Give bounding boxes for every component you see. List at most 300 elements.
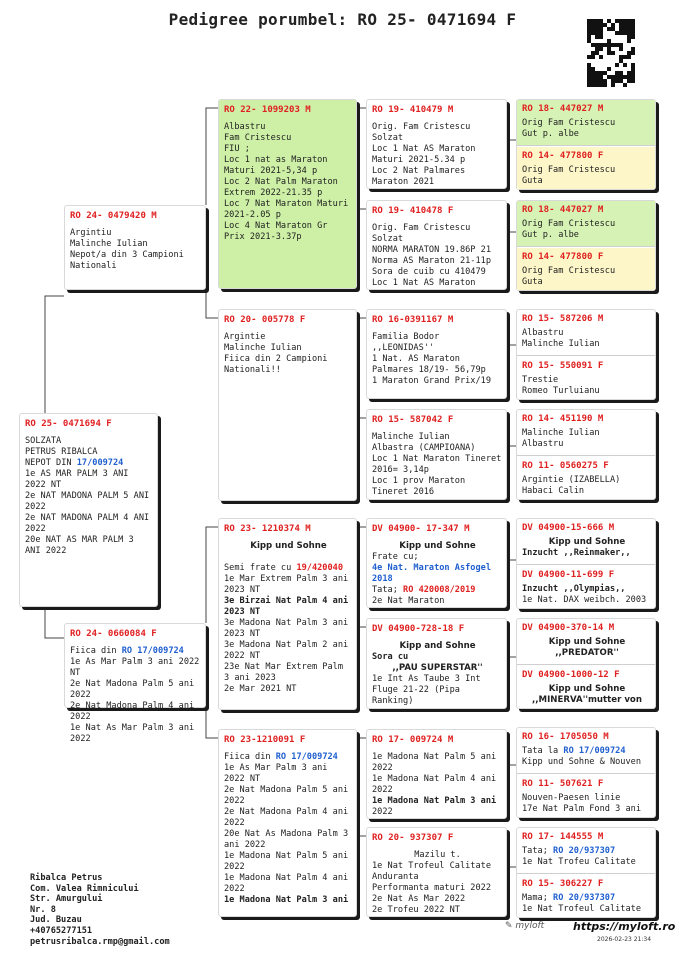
detail-line xyxy=(224,563,353,574)
detail-line xyxy=(522,176,652,187)
detail-line xyxy=(224,343,353,354)
detail-line xyxy=(522,277,652,288)
gggp-card-4[interactable] xyxy=(517,248,655,290)
detail-line xyxy=(372,641,503,652)
detail-line xyxy=(522,475,652,486)
gggp-stack-6 xyxy=(516,618,656,709)
detail-line xyxy=(372,343,503,354)
detail-line xyxy=(522,584,652,595)
detail-line xyxy=(372,552,503,563)
detail-text: Malinche Iulian xyxy=(224,343,302,353)
detail-text: Orig Fam Cristescu xyxy=(522,118,616,128)
detail-line xyxy=(522,695,652,706)
detail-text: 1e Nat Trofeul Calitate Anduranta xyxy=(372,861,497,882)
grandsire-maternal-card[interactable] xyxy=(218,518,357,710)
gggp-card-15[interactable] xyxy=(517,828,655,874)
grandsire-paternal-card[interactable] xyxy=(218,99,357,289)
detail-line xyxy=(372,861,503,883)
detail-line xyxy=(522,846,652,857)
detail-line xyxy=(372,774,503,796)
detail-line xyxy=(25,513,154,535)
ring-number: RO 14- 477800 F xyxy=(522,151,604,161)
detail-text: Fiica din 2 Campioni Nationali!! xyxy=(224,354,333,375)
detail-text: 1e Madona Nat Palm 3 ani xyxy=(372,796,497,806)
ring-reference[interactable]: RO 420008/2019 xyxy=(403,585,476,595)
detail-line xyxy=(224,752,353,763)
detail-text: Mama; xyxy=(522,893,554,903)
gggp-card-1[interactable] xyxy=(517,100,655,146)
detail-text: Sora de cuib cu 410479 xyxy=(372,267,486,277)
detail-text xyxy=(224,552,229,562)
ggp-card-5[interactable] xyxy=(366,518,507,608)
detail-text: Loc 1 Nat Maraton Tineret 2016= 3,14p xyxy=(372,454,507,475)
detail-text: Orig Fam Cristescu xyxy=(522,266,616,276)
detail-text: Kipp und Sohne & Nouven xyxy=(522,757,641,767)
ring-number: DV 04900-11-699 F xyxy=(522,570,615,580)
detail-text: Argintie (IZABELLA) xyxy=(522,475,621,485)
detail-text: 1e Nat As Mar Palm 3 ani 2022 xyxy=(70,723,200,744)
detail-text: Loc 1 nat as Maraton Maturi 2021-5,34 p xyxy=(224,155,333,176)
ring-number: RO 18- 447027 M xyxy=(522,205,604,215)
detail-line xyxy=(372,894,503,905)
detail-text: 1e As Mar Palm 3 ani 2022 NT xyxy=(224,763,333,784)
detail-text: 2e Nat Madona Palm 4 ani 2022 xyxy=(70,701,200,722)
ring-link[interactable]: RO 17/009724 xyxy=(121,646,184,656)
detail-line xyxy=(372,596,503,607)
owner-line: Str. Amurgului xyxy=(30,894,103,905)
detail-text: 1e Madona Nat Palm 4 ani 2022 xyxy=(372,774,502,795)
detail-line xyxy=(522,219,652,230)
detail-line xyxy=(522,439,652,450)
detail-line xyxy=(522,684,652,695)
detail-text: Loc 7 Nat Maraton Maturi 2021-2.05 p xyxy=(224,199,354,220)
gggp-stack-8 xyxy=(516,827,656,918)
ggp-card-7[interactable] xyxy=(366,729,507,819)
owner-line: Nr. 8 xyxy=(30,904,56,915)
detail-text: Loc 1 Nat AS Maraton xyxy=(372,278,476,288)
detail-line xyxy=(372,267,503,278)
detail-line xyxy=(522,328,652,339)
detail-line xyxy=(70,701,202,723)
detail-line xyxy=(70,679,202,701)
detail-text: 20e NAT AS MAR PALM 3 ANI 2022 xyxy=(25,535,139,556)
ring-link[interactable]: RO 17/009724 xyxy=(563,746,626,756)
detail-line xyxy=(224,785,353,807)
detail-line xyxy=(70,723,202,745)
detail-text: Orig Fam Cristescu xyxy=(522,165,616,175)
owner-line: Com. Valea Rimnicului xyxy=(30,883,139,894)
ggp-card-4[interactable] xyxy=(366,409,507,500)
detail-text: 1e Nat Trofeu Calitate xyxy=(522,857,636,867)
gggp-card-6[interactable] xyxy=(517,357,655,399)
detail-text: Orig Fam Cristescu xyxy=(522,219,616,229)
ring-number: RO 15- 306227 F xyxy=(522,879,604,889)
detail-line xyxy=(522,904,652,915)
detail-line xyxy=(522,428,652,439)
detail-line xyxy=(372,563,503,585)
detail-text: ,,MINERVA''mutter von xyxy=(532,695,642,705)
detail-text: Fam Cristescu xyxy=(224,133,292,143)
detail-line xyxy=(372,905,503,916)
detail-text: Loc 1 Nat AS Maraton Maturi 2021-5.34 p xyxy=(372,144,481,165)
detail-text: 3e Birzai Nat Palm 4 ani 2023 NT xyxy=(224,596,354,617)
ring-number: RO 14- 477800 F xyxy=(522,252,604,262)
ring-number: RO 19- 410479 M xyxy=(372,105,454,115)
ring-number: RO 11- 0560275 F xyxy=(522,461,609,471)
ring-number: RO 15- 587042 F xyxy=(372,415,454,425)
ring-number: RO 17- 009724 M xyxy=(372,735,454,745)
detail-text: Loc 2 Nat Palm Maraton Extrem 2022-21.35 p xyxy=(224,177,344,198)
gggp-stack-2 xyxy=(516,200,656,291)
detail-line xyxy=(372,223,503,234)
detail-line xyxy=(372,674,503,707)
detail-text: Kipp und Sohne xyxy=(399,541,476,551)
ring-number: RO 17- 144555 M xyxy=(522,832,604,842)
site-link[interactable]: https://myloft.ro xyxy=(573,920,676,933)
detail-text: Loc 2 Nat Palmares Maraton 2021 xyxy=(372,166,471,187)
gggp-card-11[interactable] xyxy=(517,619,655,665)
detail-line xyxy=(70,228,202,239)
detail-line xyxy=(224,763,353,785)
ggp-card-8[interactable] xyxy=(366,827,507,917)
detail-line xyxy=(522,857,652,868)
detail-line xyxy=(224,354,353,376)
ring-link[interactable]: RO 17/009724 xyxy=(275,752,338,762)
detail-line xyxy=(224,895,353,906)
detail-line xyxy=(224,851,353,873)
detail-text: 1 Nat. AS Maraton Palmares 18/19- 56,79p xyxy=(372,354,486,375)
detail-text: 1e AS MAR PALM 3 ANI 2022 NT xyxy=(25,469,134,490)
detail-line xyxy=(522,486,652,497)
gggp-card-3[interactable] xyxy=(517,201,655,247)
detail-text: Kipp und Sohne xyxy=(548,684,626,694)
detail-text: 1e Madona Nat Palm 4 ani 2022 xyxy=(224,873,354,894)
detail-line xyxy=(70,646,202,657)
detail-text: 1e Int As Taube 3 Int Fluge 21-22 (Pipa Ranking) xyxy=(372,674,486,706)
detail-line xyxy=(25,447,154,458)
detail-text: Gut p. albe xyxy=(522,129,579,139)
detail-text: FIU ; xyxy=(224,144,250,154)
detail-line xyxy=(372,585,503,596)
detail-line xyxy=(372,663,503,674)
detail-text: Trestie xyxy=(522,375,559,385)
detail-line xyxy=(522,648,652,659)
gggp-card-14[interactable] xyxy=(517,775,655,817)
detail-line xyxy=(224,199,353,221)
detail-text: Albastru xyxy=(224,122,266,132)
myloft-logo: ✎ myloft xyxy=(505,921,545,931)
owner-line: petrusribalca.rmp@gmail.com xyxy=(30,936,170,947)
detail-text: ,,PAU SUPERSTAR'' xyxy=(392,663,483,673)
detail-line xyxy=(372,332,503,343)
owner-line: Ribalca Petrus xyxy=(30,873,103,883)
detail-line xyxy=(522,230,652,241)
gggp-stack-3 xyxy=(516,309,656,400)
detail-text: 2e Mar 2021 NT xyxy=(224,684,297,694)
detail-line xyxy=(372,454,507,476)
detail-text: Kipp and Sohne xyxy=(399,641,476,651)
detail-text: Malinche Iulian xyxy=(522,428,600,438)
detail-text: Guta xyxy=(522,176,543,186)
detail-line xyxy=(522,118,652,129)
detail-line xyxy=(522,893,652,904)
detail-line xyxy=(224,155,353,177)
detail-line xyxy=(224,873,353,895)
detail-line xyxy=(224,662,353,684)
detail-text: 1e Mar Extrem Palm 3 ani 2023 NT xyxy=(224,574,354,595)
detail-line xyxy=(372,133,503,144)
ring-number: RO 11- 507621 F xyxy=(522,779,604,789)
gggp-stack-7 xyxy=(516,727,656,818)
sire-card[interactable] xyxy=(64,205,206,290)
gggp-stack-4 xyxy=(516,409,656,500)
detail-line xyxy=(372,354,503,376)
subject-pigeon-card[interactable] xyxy=(19,413,158,607)
detail-line xyxy=(224,618,353,640)
detail-line xyxy=(224,332,353,343)
detail-text: Kipp und Sohne xyxy=(250,541,327,551)
detail-line xyxy=(224,541,353,552)
detail-line xyxy=(70,657,205,679)
detail-text: Loc 4 Nat Maraton Gr Prix 2021-3.37p xyxy=(224,221,333,242)
detail-line xyxy=(522,637,652,648)
detail-line xyxy=(372,166,503,188)
ring-number: RO 22- 1099203 M xyxy=(224,105,311,115)
detail-line xyxy=(522,375,652,386)
detail-text: 2e NAT MADONA PALM 4 ANI 2022 xyxy=(25,513,155,534)
gggp-card-10[interactable] xyxy=(517,566,655,608)
detail-text: 2e Nat As Mar 2022 xyxy=(372,894,466,904)
detail-text: Tata la xyxy=(522,746,564,756)
granddam-maternal-card[interactable] xyxy=(218,729,357,917)
detail-text: Fiica din xyxy=(224,752,276,762)
detail-text: 1e Madona Nat Palm 5 ani 2022 xyxy=(372,752,502,773)
dam-card[interactable] xyxy=(64,623,206,744)
detail-text: ,,PREDATOR'' xyxy=(555,648,619,658)
detail-text: PETRUS RIBALCA xyxy=(25,447,98,457)
detail-text: Solzat xyxy=(372,234,404,244)
detail-text: Nouven-Paesen linie xyxy=(522,793,621,803)
detail-line xyxy=(224,596,353,618)
ring-number: RO 18- 447027 M xyxy=(522,104,604,114)
ring-number: RO 20- 005778 F xyxy=(224,315,306,325)
detail-text: Solzat xyxy=(372,133,404,143)
detail-text: Norma AS Maraton 21-11p xyxy=(372,256,491,266)
detail-line xyxy=(224,144,353,155)
detail-text: 3e Madona Nat Palm 2 ani 2022 NT xyxy=(224,640,354,661)
detail-line xyxy=(372,796,503,807)
detail-line xyxy=(522,548,652,559)
detail-line xyxy=(224,552,353,563)
detail-text: Semi frate cu xyxy=(224,563,297,573)
detail-line xyxy=(25,469,154,491)
detail-line xyxy=(522,746,652,757)
detail-line xyxy=(25,436,154,447)
detail-text: NORMA MARATON 19.86P 21 xyxy=(372,245,491,255)
detail-text: 1e As Mar Palm 3 ani 2022 NT xyxy=(70,657,205,678)
gggp-stack-5 xyxy=(516,518,656,609)
detail-line xyxy=(25,535,154,557)
gggp-card-13[interactable] xyxy=(517,728,655,774)
ring-link[interactable]: RO 20/937307 xyxy=(553,893,616,903)
detail-text: 2e NAT MADONA PALM 5 ANI 2022 xyxy=(25,491,155,512)
ring-number: RO 19- 410478 F xyxy=(372,206,454,216)
detail-text: Frate cu; xyxy=(372,552,419,562)
detail-line xyxy=(224,640,353,662)
detail-text: Gut p. albe xyxy=(522,230,579,240)
detail-text: Loc 1 prov Maraton Tineret 2016 xyxy=(372,476,471,497)
detail-text: 1 Maraton Grand Prix/19 xyxy=(372,376,491,386)
ring-number: DV 04900-1000-12 F xyxy=(522,670,620,680)
detail-text: Tata; xyxy=(372,585,404,595)
detail-line xyxy=(522,793,652,804)
detail-text: 1e Madona Nat Palm 3 ani xyxy=(224,895,349,905)
detail-line xyxy=(522,165,652,176)
detail-line xyxy=(522,804,652,815)
owner-line: +40765277151 xyxy=(30,925,93,936)
ring-reference[interactable]: 19/420040 xyxy=(296,563,344,573)
owner-line: Jud. Buzau xyxy=(30,915,82,926)
detail-text: 2e Nat Madona Palm 5 ani 2022 xyxy=(224,785,354,806)
detail-line xyxy=(522,129,652,140)
detail-text: 2022 xyxy=(372,807,393,817)
detail-text: 2e Trofeu 2022 NT xyxy=(372,905,460,915)
detail-line xyxy=(522,339,652,350)
gggp-stack-1 xyxy=(516,99,656,190)
detail-text: Inzucht ,,Olympias,, xyxy=(522,584,626,594)
detail-line xyxy=(372,278,503,289)
detail-line xyxy=(372,807,503,818)
detail-text: Habaci Calin xyxy=(522,486,585,496)
detail-text: 1e Nat Trofeul Calitate xyxy=(522,904,641,914)
detail-text: Argintie xyxy=(224,332,266,342)
ggp-card-6[interactable] xyxy=(366,618,507,709)
ring-number: DV 04900-15-666 M xyxy=(522,523,615,533)
ring-number: RO 16- 1705050 M xyxy=(522,732,609,742)
detail-text: Nepot/a din 3 Campioni Nationali xyxy=(70,250,190,271)
detail-text: Mazilu t. xyxy=(414,850,461,860)
detail-line xyxy=(224,177,353,199)
detail-text: 1e Nat. DAX weibch. 2003 xyxy=(522,595,647,605)
gggp-card-7[interactable] xyxy=(517,410,655,456)
detail-text: Fiica din xyxy=(70,646,122,656)
detail-line xyxy=(522,386,652,397)
detail-line xyxy=(224,133,353,144)
brand-name: myloft xyxy=(515,921,545,931)
gggp-card-8[interactable] xyxy=(517,457,655,499)
ring-number: RO 15- 550091 F xyxy=(522,361,604,371)
detail-line xyxy=(372,476,503,498)
ring-number: RO 16-0391167 M xyxy=(372,315,454,325)
detail-text: Kipp und Sohne xyxy=(548,537,626,547)
gggp-card-5[interactable] xyxy=(517,310,655,356)
detail-line xyxy=(224,807,353,829)
detail-line xyxy=(224,221,353,243)
detail-text: 2e Nat Maraton xyxy=(372,596,445,606)
ring-number: DV 04900-370-14 M xyxy=(522,623,615,633)
detail-text: Romeo Turluianu xyxy=(522,386,600,396)
detail-line xyxy=(224,684,353,695)
ring-link[interactable]: RO 20/937307 xyxy=(553,846,616,856)
gggp-card-9[interactable] xyxy=(517,519,655,565)
detail-line xyxy=(372,432,503,443)
detail-text: 3e Madona Nat Palm 3 ani 2023 NT xyxy=(224,618,354,639)
detail-text: Malinche Iulian xyxy=(522,339,600,349)
ring-link[interactable]: 17/009724 xyxy=(76,458,124,468)
detail-line xyxy=(372,245,503,256)
owner-contact-block xyxy=(30,873,170,947)
detail-text: ,,LEONIDAS'' xyxy=(372,343,435,353)
detail-line xyxy=(372,122,503,133)
detail-text: Sora cu xyxy=(372,652,409,662)
ring-number: RO 14- 451190 M xyxy=(522,414,604,424)
granddam-paternal-card[interactable] xyxy=(218,309,357,501)
detail-line xyxy=(522,266,652,277)
ring-number: RO 15- 587206 M xyxy=(522,314,604,324)
ring-number: RO 23-1210091 F xyxy=(224,735,306,745)
page-title: Pedigree porumbel: RO 25- 0471694 F xyxy=(168,10,517,29)
detail-text: NEPOT DIN xyxy=(25,458,77,468)
gggp-card-16[interactable] xyxy=(517,875,655,917)
detail-line xyxy=(522,537,652,548)
detail-text: Malinche Iulian xyxy=(372,432,450,442)
detail-text: Familia Bodor xyxy=(372,332,440,342)
ring-number: RO 24- 0660084 F xyxy=(70,629,157,639)
detail-text: 2e Nat Madona Palm 4 ani 2022 xyxy=(224,807,354,828)
ggp-card-1[interactable] xyxy=(366,99,507,189)
detail-line xyxy=(25,491,154,513)
ggp-card-2[interactable] xyxy=(366,200,507,290)
detail-line xyxy=(372,443,503,454)
detail-text: Performanta maturi 2022 xyxy=(372,883,491,893)
detail-text: 17e Nat Palm Fond 3 ani xyxy=(522,804,641,814)
detail-text: 20e Nat As Madona Palm 3 ani 2022 xyxy=(224,829,354,850)
detail-text: Tata; xyxy=(522,846,554,856)
ring-number: RO 25- 0471694 F xyxy=(25,419,112,429)
detail-text: Malinche Iulian xyxy=(70,239,148,249)
detail-text: Argintiu xyxy=(70,228,112,238)
ring-number: RO 20- 937307 F xyxy=(372,833,454,843)
detail-text: Albastra (CAMPIOANA) xyxy=(372,443,476,453)
detail-line xyxy=(372,144,503,166)
ring-number: DV 04900-728-18 F xyxy=(372,624,465,634)
detail-line xyxy=(224,829,353,851)
ring-number: DV 04900- 17-347 M xyxy=(372,524,470,534)
detail-line xyxy=(372,752,503,774)
detail-line xyxy=(372,256,503,267)
detail-line xyxy=(224,122,353,133)
detail-text: 1e Madona Nat Palm 5 ani 2022 xyxy=(224,851,354,872)
detail-text: Guta xyxy=(522,277,543,287)
ggp-card-3[interactable] xyxy=(366,309,507,399)
detail-line xyxy=(372,234,503,245)
ring-number: RO 23- 1210374 M xyxy=(224,524,311,534)
detail-text: Kipp und Sohne xyxy=(548,637,626,647)
detail-text: Orig. Fam Cristescu xyxy=(372,122,471,132)
detail-line xyxy=(522,595,652,606)
gggp-card-2[interactable] xyxy=(517,147,655,189)
detail-text: Inzucht ,,Reinmaker,, xyxy=(522,548,631,558)
detail-text: Albastru xyxy=(522,439,564,449)
generated-timestamp: 2026-02-23 21:34 xyxy=(597,936,652,943)
gggp-card-12[interactable] xyxy=(517,666,655,708)
detail-line xyxy=(372,883,503,894)
detail-line xyxy=(372,541,503,552)
detail-text: 2e Nat Madona Palm 5 ani 2022 xyxy=(70,679,200,700)
ring-number: RO 24- 0479420 M xyxy=(70,211,157,221)
detail-line xyxy=(224,574,353,596)
detail-text: Albastru xyxy=(522,328,564,338)
